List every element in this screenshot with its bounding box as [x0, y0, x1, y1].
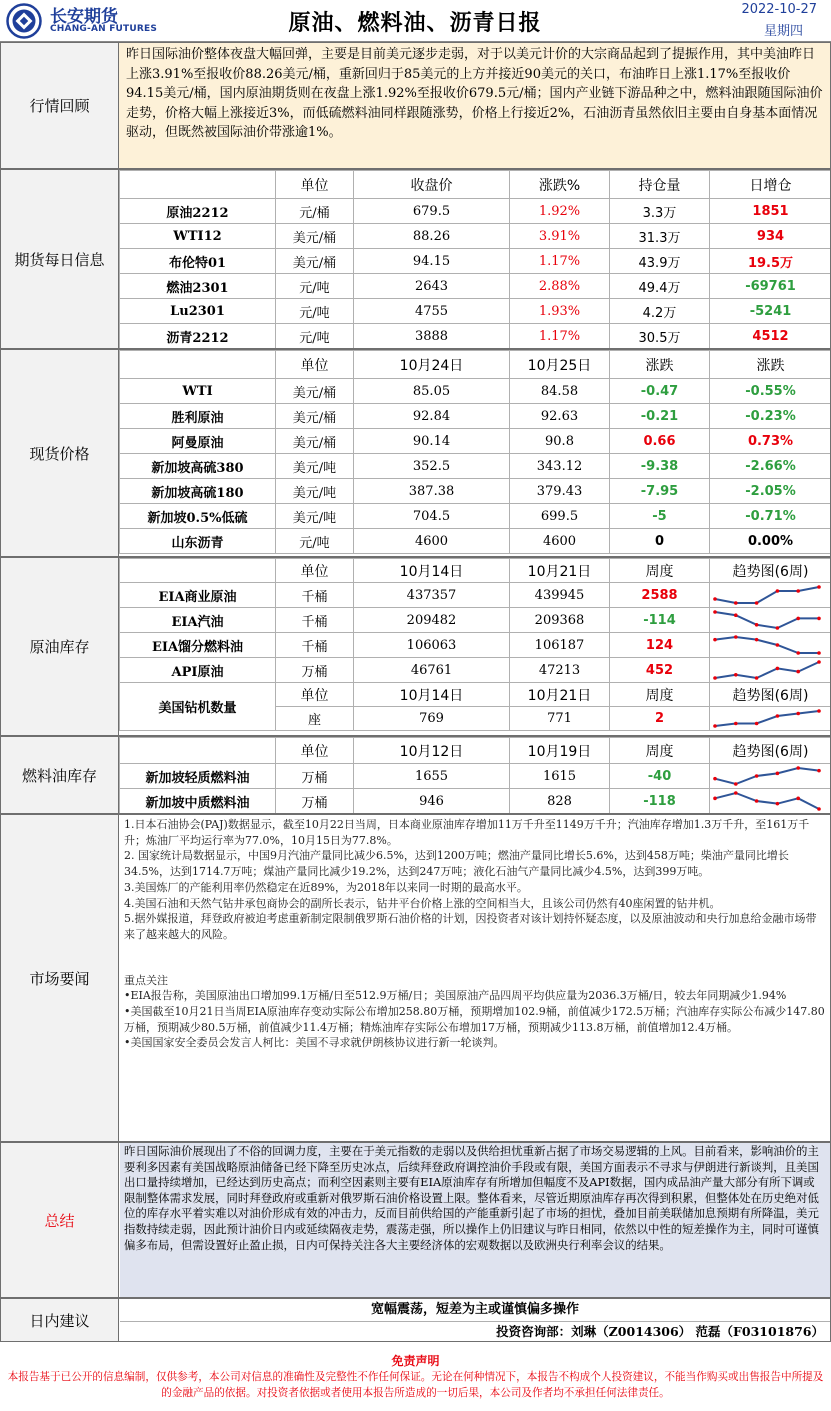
rig-header-wk: 周度	[610, 683, 710, 707]
crude-name: EIA商业原油	[120, 583, 276, 608]
review-section	[0, 42, 831, 169]
table-row	[120, 504, 831, 529]
crude-header-trend: 趋势图(6周)	[710, 559, 831, 583]
trend-line	[715, 768, 819, 784]
spot-table	[119, 350, 831, 554]
fuel-header-d1: 10月12日	[354, 738, 510, 764]
spot-unit: 美元/桶	[276, 379, 354, 404]
crude-unit: 千桶	[276, 633, 354, 658]
spot-unit: 美元/桶	[276, 429, 354, 454]
rig-header-unit: 单位	[276, 683, 354, 707]
fuel-d1: 946	[354, 789, 510, 814]
spot-d1: 352.5	[354, 454, 510, 479]
spot-pct: -2.05%	[710, 479, 831, 504]
spot-d2: 90.8	[510, 429, 610, 454]
disclaimer-title: 免责声明	[391, 1354, 440, 1368]
futures-name: Lu2301	[120, 299, 276, 324]
rig-d2: 771	[510, 707, 610, 731]
table-row	[120, 379, 831, 404]
spot-d1: 387.38	[354, 479, 510, 504]
news-label: 市场要闻	[1, 815, 119, 1141]
futures-header-unit: 单位	[276, 171, 354, 199]
crude-d1: 437357	[354, 583, 510, 608]
spot-pct: 0.00%	[710, 529, 831, 554]
crude-d1: 106063	[354, 633, 510, 658]
rig-wk: 2	[610, 707, 710, 731]
table-row	[120, 583, 831, 608]
news-item: 5.据外媒报道，拜登政府被迫考虑重新制定限制俄罗斯石油价格的计划，因投资者对该计划持怀疑态度，以及原油波动和央行加息给金融市场带来了越来越大的风险。	[124, 912, 817, 941]
trend-point	[734, 601, 738, 605]
spot-d1: 90.14	[354, 429, 510, 454]
crude-wk: -114	[610, 608, 710, 633]
spot-d2: 379.43	[510, 479, 610, 504]
crude-name: EIA汽油	[120, 608, 276, 633]
futures-chg: 1.17%	[510, 324, 610, 349]
sparkline	[712, 584, 822, 606]
disclaimer-text: 本报告基于已公开的信息编制，仅供参考，本公司对信息的准确性及完整性不作任何保证。无论在何种情况下，本报告不构成个人投资建议，不能当作购买或出售报告中所提及的金融产品的依据。对投资者依据或者使用本报告所造成的一切后果，本公司及作者均不承担任何法律责任。	[7, 1371, 824, 1399]
trend-point	[817, 769, 821, 773]
trend-point	[713, 777, 717, 781]
report-header	[0, 0, 831, 42]
futures-name: 燃油2301	[120, 274, 276, 299]
futures-unit: 元/吨	[276, 299, 354, 324]
trend-line	[715, 587, 819, 603]
spot-unit: 美元/吨	[276, 454, 354, 479]
fuel-header-d2: 10月19日	[510, 738, 610, 764]
fuel-header-unit: 单位	[276, 738, 354, 764]
crude-trend-cell	[710, 608, 831, 633]
spot-unit: 美元/吨	[276, 504, 354, 529]
news-item: 1.日本石油协会(PAJ)数据显示，截至10月22日当周，日本商业原油库存增加11万千升至1149万千升；汽油库存增加1.3万千升，至161万千升；炼油厂平均运行率为77.0%，10月15日为77.8%。	[124, 818, 810, 847]
focus-title: 重点关注	[124, 973, 168, 987]
advice-label: 日内建议	[1, 1299, 119, 1341]
trend-point	[796, 617, 800, 621]
table-row	[120, 633, 831, 658]
news-item: 3.美国炼厂的产能利用率仍然稳定在近89%，为2018年以来同一时期的最高水平。	[124, 880, 528, 894]
trend-point	[817, 709, 821, 713]
spot-d2: 699.5	[510, 504, 610, 529]
rig-header-trend: 趋势图(6周)	[710, 683, 831, 707]
disclaimer	[0, 1344, 831, 1411]
crude-trend-cell	[710, 658, 831, 683]
fuel-wk: -118	[610, 789, 710, 814]
spot-header-d2: 10月25日	[510, 351, 610, 379]
crude-header-wk: 周度	[610, 559, 710, 583]
trend-point	[817, 585, 821, 589]
news-item: 4.美国石油和天然气钻井承包商协会的副所长表示，钻井平台价格上涨的空间相当大，且该公司仍然有40座闲置的钻井机。	[124, 896, 721, 910]
trend-point	[776, 643, 780, 647]
crude-stock-label: 原油库存	[1, 558, 119, 735]
trend-point	[755, 799, 759, 803]
fuel-unit: 万桶	[276, 789, 354, 814]
spot-d2: 92.63	[510, 404, 610, 429]
focus-item: •EIA报告称，美国原油出口增加99.1万桶/日至512.9万桶/日；美国原油产品四周平均供应量为2036.3万桶/日，较去年同期减少1.94%	[124, 989, 787, 1003]
futures-header-close: 收盘价	[354, 171, 510, 199]
trend-point	[796, 589, 800, 593]
spot-d2: 343.12	[510, 454, 610, 479]
futures-chg: 2.88%	[510, 274, 610, 299]
futures-unit: 元/桶	[276, 199, 354, 224]
rig-header-d1: 10月14日	[354, 683, 510, 707]
spot-header-d1: 10月24日	[354, 351, 510, 379]
futures-oi: 30.5万	[610, 324, 710, 349]
focus-item: •美国截至10月21日当周EIA原油库存变动实际公布增加258.80万桶，预期增加102.9桶，前值减少172.5万桶；汽油库存实际公布减少147.80万桶，预期减少80.5万桶，前值减少11.4万桶；精炼油库存实际公布增加17万桶，预期减少113.8万桶，前值增加12.4万桶。	[124, 1005, 825, 1034]
spot-header-chg: 涨跌	[610, 351, 710, 379]
spot-d2: 84.58	[510, 379, 610, 404]
spot-chg: -5	[610, 504, 710, 529]
trend-point	[796, 797, 800, 801]
fuel-header-name	[120, 738, 276, 764]
summary-text: 昨日国际油价展现出了不俗的回调力度，主要在于美元指数的走弱以及供给担忧重新占据了市场交易逻辑的上风。目前看来，影响油价的主要利多因素有美国战略原油储备已经下降至历史冰点，后续拜登政府调控油价手段或有限，美国方面表示不寻求与伊朗进行新谈判，且美国出口量持续增加，已经达到历史高点；而利空因素则主要有EIA原油库存有所增加但幅度不及API数据，国内成品油产量大部分有所下调或限制整体需求发展，同时拜登政府或重新对俄罗斯石油价格设置上限。整体看来，尽管近期原油库存再次得到积累，但整体处在历史绝对低位的库存水平着实难以对油价形成有效的冲击力，反而目前供给国的产能重新引起了市场的担忧，叠加目前美联储加息预期有所降温，美元指数持续走弱，因此预计油价日内或延续隔夜走势，震荡走强，所以操作上仍旧建议与昨日相同，依然以中性的短差操作为主，同时可谨慎偏多布局，但需设置好止盈止损，日内可保持关注各大主要经济体的宏观数据以及欧洲央行利率会议的结果。	[120, 1143, 830, 1297]
spot-name: 新加坡高硫380	[120, 454, 276, 479]
futures-oi: 4.2万	[610, 299, 710, 324]
crude-stock-section	[0, 557, 831, 736]
sparkline	[712, 708, 822, 729]
futures-header-oi: 持仓量	[610, 171, 710, 199]
table-row	[120, 224, 831, 249]
fuel-stock-table	[119, 737, 831, 814]
table-row	[120, 404, 831, 429]
spot-chg: 0	[610, 529, 710, 554]
crude-wk: 124	[610, 633, 710, 658]
futures-header-chg: 涨跌%	[510, 171, 610, 199]
futures-name: 原油2212	[120, 199, 276, 224]
futures-close: 3888	[354, 324, 510, 349]
fuel-header-wk: 周度	[610, 738, 710, 764]
trend-point	[734, 722, 738, 726]
futures-oi: 3.3万	[610, 199, 710, 224]
advice-section	[0, 1298, 831, 1342]
report-weekday: 星期四	[763, 24, 803, 39]
fuel-trend-cell	[710, 764, 831, 789]
trend-point	[713, 724, 717, 728]
crude-header-unit: 单位	[276, 559, 354, 583]
futures-unit: 美元/桶	[276, 224, 354, 249]
spot-name: 新加坡0.5%低硫	[120, 504, 276, 529]
futures-unit: 元/吨	[276, 274, 354, 299]
fuel-name: 新加坡中质燃料油	[120, 789, 276, 814]
futures-doi: 1851	[710, 199, 831, 224]
trend-point	[776, 802, 780, 806]
review-text: 昨日国际油价整体夜盘大幅回弹，主要是目前美元逐步走弱，对于以美元计价的大宗商品起到了提振作用，其中美油昨日上涨3.91%至报收价88.26美元/桶，重新回归于85美元的上方并接近90美元的关口，布油昨日上涨1.17%至报收价94.15美元/桶，国内原油期货则在夜盘上涨1.92%至报收价679.5元/桶；国内产业链下游品种之中，燃料油跟随国际油价走势，价格大幅上涨接近3%，而低硫燃料油同样跟随涨势，价格上行接近2%，石油沥青虽然依旧主要由自身基本面情况驱动，但既然被国际油价带涨逾1%。	[126, 47, 823, 141]
trend-point	[755, 638, 759, 642]
focus-item: •美国国家安全委员会发言人柯比：美国不寻求就伊朗核协议进行新一轮谈判。	[124, 1036, 505, 1050]
fuel-stock-section	[0, 736, 831, 814]
crude-header-name	[120, 559, 276, 583]
trend-line	[715, 612, 819, 628]
trend-point	[734, 791, 738, 795]
crude-unit: 万桶	[276, 658, 354, 683]
news-item: 2. 国家统计局数据显示，中国9月汽油产量同比减少6.5%，达到1200万吨；燃油产量同比增长5.6%，达到458万吨；柴油产量同比增长34.5%，达到1714.7万吨；煤油产量同比减少19.2%，达到247万吨；液化石油气产量同比减少4.5%，达到399万吨。	[124, 849, 789, 879]
futures-chg: 1.92%	[510, 199, 610, 224]
trend-point	[713, 638, 717, 642]
fuel-d2: 828	[510, 789, 610, 814]
sparkline	[712, 634, 822, 656]
spot-name: 新加坡高硫180	[120, 479, 276, 504]
trend-point	[755, 676, 759, 680]
spot-name: 阿曼原油	[120, 429, 276, 454]
spot-header-unit: 单位	[276, 351, 354, 379]
rig-unit: 座	[276, 707, 354, 731]
rig-d1: 769	[354, 707, 510, 731]
spot-chg: -9.38	[610, 454, 710, 479]
crude-d2: 106187	[510, 633, 610, 658]
table-row	[120, 658, 831, 683]
crude-trend-cell	[710, 633, 831, 658]
futures-close: 679.5	[354, 199, 510, 224]
fuel-header-trend: 趋势图(6周)	[710, 738, 831, 764]
spot-pct: -2.66%	[710, 454, 831, 479]
fuel-d1: 1655	[354, 764, 510, 789]
crude-name: API原油	[120, 658, 276, 683]
fuel-unit: 万桶	[276, 764, 354, 789]
trend-line	[715, 637, 819, 653]
trend-line	[715, 793, 819, 809]
table-row	[120, 454, 831, 479]
crude-name: EIA馏分燃料油	[120, 633, 276, 658]
trend-line	[715, 711, 819, 726]
futures-name: WTI12	[120, 224, 276, 249]
brand-name-en: CHANG-AN FUTURES	[50, 24, 158, 34]
table-row	[120, 764, 831, 789]
advice-text: 宽幅震荡，短差为主或谨慎偏多操作	[370, 1302, 579, 1317]
futures-close: 94.15	[354, 249, 510, 274]
spot-pct: 0.73%	[710, 429, 831, 454]
crude-d1: 209482	[354, 608, 510, 633]
table-row	[120, 429, 831, 454]
crude-d2: 209368	[510, 608, 610, 633]
table-row	[120, 299, 831, 324]
report-date: 2022-10-27	[741, 2, 817, 17]
crude-header-d1: 10月14日	[354, 559, 510, 583]
summary-label: 总结	[1, 1143, 119, 1297]
sparkline	[712, 659, 822, 681]
spot-pct: -0.23%	[710, 404, 831, 429]
spot-d1: 4600	[354, 529, 510, 554]
sparkline	[712, 765, 822, 787]
sparkline	[712, 609, 822, 631]
crude-trend-cell	[710, 583, 831, 608]
futures-doi: -5241	[710, 299, 831, 324]
trend-point	[817, 807, 821, 811]
table-row	[120, 479, 831, 504]
news-section	[0, 814, 831, 1142]
futures-doi: 4512	[710, 324, 831, 349]
spot-chg: -7.95	[610, 479, 710, 504]
trend-point	[713, 597, 717, 601]
spot-name: 胜利原油	[120, 404, 276, 429]
crude-d2: 439945	[510, 583, 610, 608]
rig-trend-cell	[710, 707, 831, 731]
futures-oi: 43.9万	[610, 249, 710, 274]
futures-label: 期货每日信息	[1, 170, 119, 348]
trend-point	[817, 651, 821, 655]
trend-point	[713, 676, 717, 680]
trend-point	[796, 651, 800, 655]
fuel-stock-label: 燃料油库存	[1, 737, 119, 813]
futures-name: 沥青2212	[120, 324, 276, 349]
spot-d1: 704.5	[354, 504, 510, 529]
spot-unit: 美元/吨	[276, 479, 354, 504]
consultant-line: 投资咨询部：刘琳（Z0014306） 范磊（F03101876）	[120, 1321, 830, 1341]
trend-point	[734, 613, 738, 617]
spot-d1: 92.84	[354, 404, 510, 429]
chang-an-logo-icon	[6, 3, 42, 39]
futures-close: 2643	[354, 274, 510, 299]
rig-name: 美国钻机数量	[120, 683, 276, 731]
table-row	[120, 274, 831, 299]
spot-chg: -0.21	[610, 404, 710, 429]
trend-point	[776, 714, 780, 718]
trend-point	[755, 774, 759, 778]
table-row	[120, 608, 831, 633]
crude-d1: 46761	[354, 658, 510, 683]
trend-point	[776, 626, 780, 630]
trend-point	[817, 617, 821, 621]
trend-point	[776, 772, 780, 776]
spot-label: 现货价格	[1, 350, 119, 556]
futures-close: 88.26	[354, 224, 510, 249]
trend-line	[715, 662, 819, 678]
crude-stock-table	[119, 558, 831, 731]
futures-doi: -69761	[710, 274, 831, 299]
table-row	[120, 529, 831, 554]
crude-wk: 452	[610, 658, 710, 683]
sparkline	[712, 790, 822, 812]
futures-table	[119, 170, 831, 349]
spot-section	[0, 349, 831, 557]
trend-point	[796, 712, 800, 716]
crude-wk: 2588	[610, 583, 710, 608]
futures-oi: 49.4万	[610, 274, 710, 299]
summary-section	[0, 1142, 831, 1298]
futures-close: 4755	[354, 299, 510, 324]
trend-point	[755, 601, 759, 605]
futures-oi: 31.3万	[610, 224, 710, 249]
table-row	[120, 789, 831, 814]
crude-d2: 47213	[510, 658, 610, 683]
fuel-name: 新加坡轻质燃料油	[120, 764, 276, 789]
spot-unit: 美元/桶	[276, 404, 354, 429]
spot-chg: 0.66	[610, 429, 710, 454]
fuel-wk: -40	[610, 764, 710, 789]
spot-pct: -0.71%	[710, 504, 831, 529]
trend-point	[817, 660, 821, 664]
fuel-trend-cell	[710, 789, 831, 814]
trend-point	[713, 797, 717, 801]
trend-point	[796, 670, 800, 674]
crude-unit: 千桶	[276, 608, 354, 633]
futures-header-doi: 日增仓	[710, 171, 831, 199]
spot-pct: -0.55%	[710, 379, 831, 404]
trend-point	[776, 589, 780, 593]
trend-point	[713, 610, 717, 614]
futures-section	[0, 169, 831, 349]
spot-header-name	[120, 351, 276, 379]
futures-unit: 元/吨	[276, 324, 354, 349]
trend-point	[755, 623, 759, 627]
crude-unit: 千桶	[276, 583, 354, 608]
futures-doi: 19.5万	[710, 249, 831, 274]
table-row	[120, 199, 831, 224]
brand-name: 长安期货	[50, 7, 118, 27]
spot-d1: 85.05	[354, 379, 510, 404]
trend-point	[734, 673, 738, 677]
trend-point	[776, 667, 780, 671]
spot-unit: 元/吨	[276, 529, 354, 554]
trend-point	[734, 635, 738, 639]
rig-header-d2: 10月21日	[510, 683, 610, 707]
table-row	[120, 324, 831, 349]
report-title: 原油、燃料油、沥青日报	[288, 11, 542, 36]
spot-d2: 4600	[510, 529, 610, 554]
review-label: 行情回顾	[1, 43, 119, 168]
spot-header-pct: 涨跌	[710, 351, 831, 379]
futures-chg: 1.93%	[510, 299, 610, 324]
spot-name: WTI	[120, 379, 276, 404]
futures-name: 布伦特01	[120, 249, 276, 274]
spot-chg: -0.47	[610, 379, 710, 404]
trend-point	[734, 782, 738, 786]
table-row	[120, 249, 831, 274]
futures-header-name	[120, 171, 276, 199]
trend-point	[755, 722, 759, 726]
futures-chg: 1.17%	[510, 249, 610, 274]
news-body	[120, 815, 830, 1053]
futures-unit: 美元/桶	[276, 249, 354, 274]
crude-header-d2: 10月21日	[510, 559, 610, 583]
fuel-d2: 1615	[510, 764, 610, 789]
futures-doi: 934	[710, 224, 831, 249]
trend-point	[796, 766, 800, 770]
spot-name: 山东沥青	[120, 529, 276, 554]
futures-chg: 3.91%	[510, 224, 610, 249]
